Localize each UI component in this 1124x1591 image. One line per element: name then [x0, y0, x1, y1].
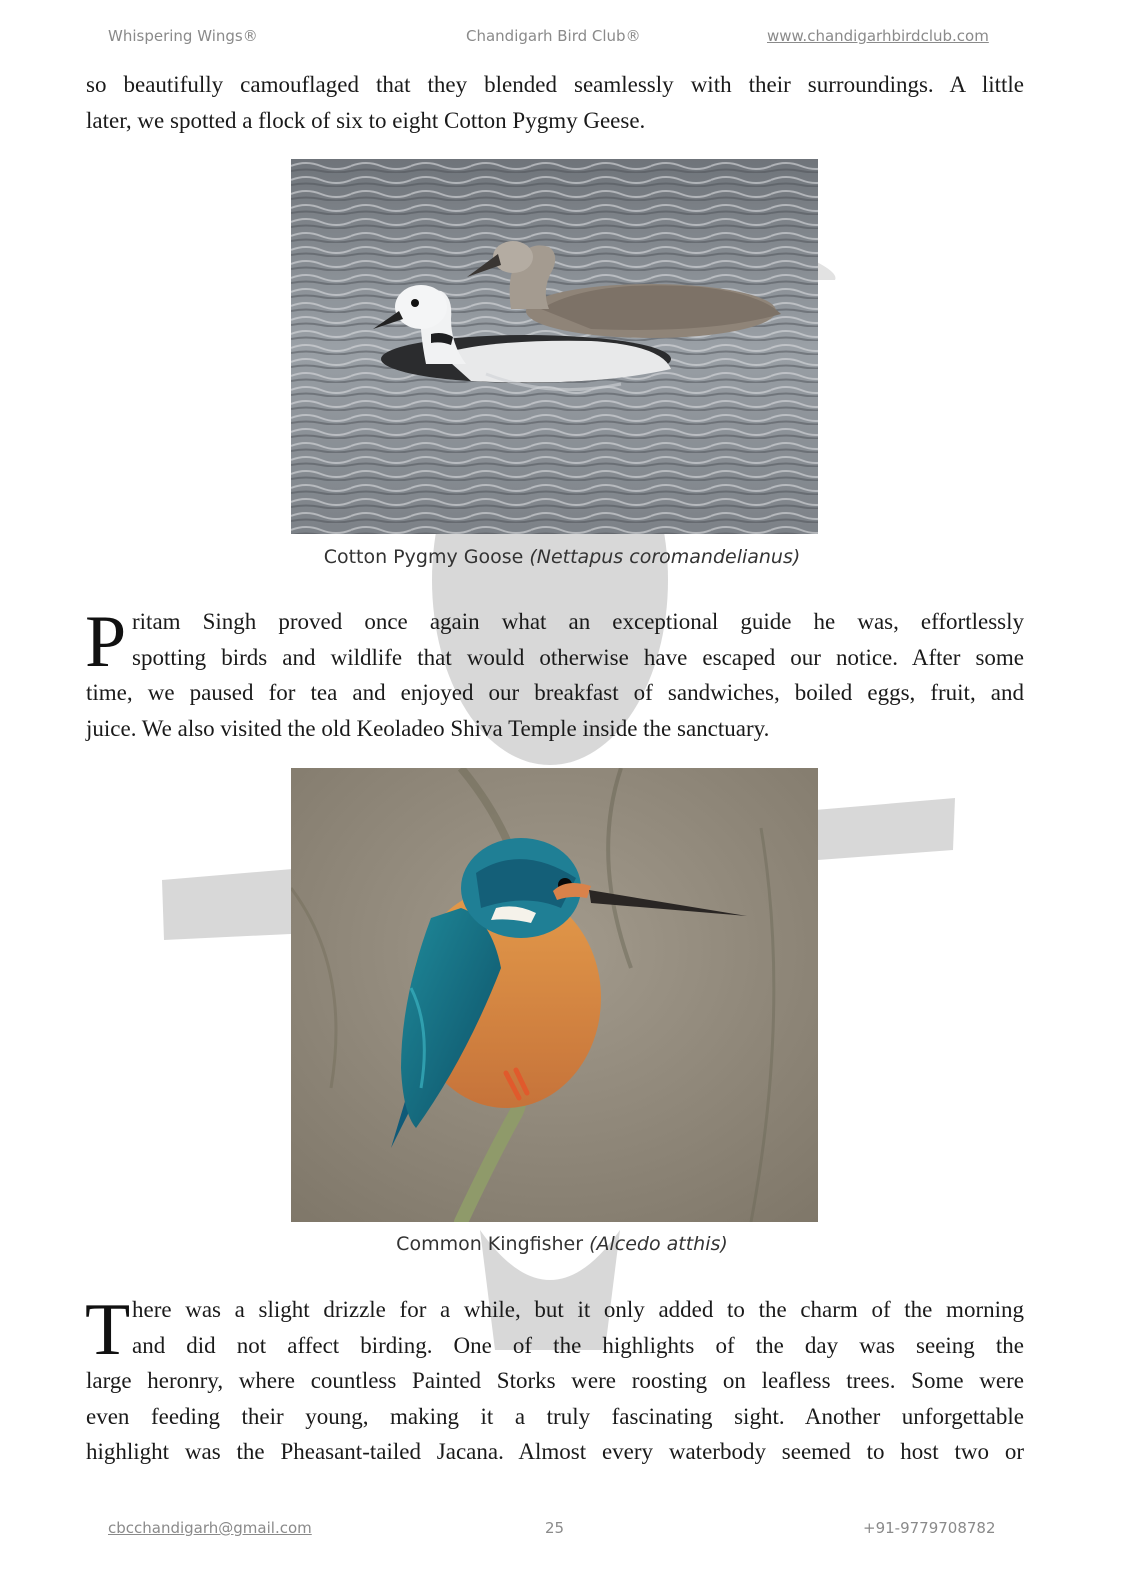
paragraph-line: even feeding their young, making it a truly fascinating sight. Another unforgettable [86, 1403, 1024, 1429]
paragraph-line: large heronry, where countless Painted Storks were roosting on leafless trees. Some were [86, 1368, 1024, 1394]
paragraph-line: here was a slight drizzle for a while, but it only added to the charm of the morning [132, 1297, 1024, 1322]
caption-scientific-name: (Alcedo atthis) [589, 1233, 728, 1255]
footer-email-link[interactable]: cbcchandigarh@gmail.com [108, 1519, 312, 1537]
paragraph-camouflage [86, 67, 1024, 138]
paragraph-guide [85, 601, 1024, 746]
paragraph-heronry [85, 1289, 1024, 1470]
figure-caption [0, 546, 1124, 568]
paragraph-line: time, we paused for tea and enjoyed our breakfast of sandwiches, boiled eggs, fruit, and [86, 680, 1024, 706]
header-title: Whispering Wings® [108, 27, 258, 45]
cotton-pygmy-goose-photo [291, 159, 818, 534]
caption-common-name: Common Kingfisher [396, 1233, 590, 1255]
paragraph-line: ritam Singh proved once again what an exceptional guide he was, effortlessly [132, 609, 1024, 634]
paragraph-line: juice. We also visited the old Keoladeo Shiva Temple inside the sanctuary. [86, 715, 770, 741]
paragraph-line: highlight was the Pheasant-tailed Jacana. Almost every waterbody seemed to host two or [86, 1439, 1024, 1465]
common-kingfisher-photo [291, 768, 818, 1222]
figure-caption [0, 1233, 1124, 1255]
page-number: 25 [545, 1519, 565, 1537]
paragraph-line: spotting birds and wildlife that would otherwise have escaped our notice. After some [132, 644, 1024, 670]
caption-common-name: Cotton Pygmy Goose [323, 546, 530, 568]
drop-cap: T [85, 1289, 131, 1371]
drop-cap: P [85, 601, 127, 683]
paragraph-line: so beautifully camouflaged that they blended seamlessly with their surroundings. A little [86, 72, 1024, 97]
header-club-name: Chandigarh Bird Club® [466, 27, 641, 45]
header-website-link[interactable]: www.chandigarhbirdclub.com [767, 27, 989, 45]
footer-phone: +91-9779708782 [863, 1519, 996, 1537]
paragraph-line: and did not affect birding. One of the highlights of the day was seeing the [132, 1332, 1024, 1358]
caption-scientific-name: (Nettapus coromandelianus) [529, 546, 801, 568]
paragraph-line: later, we spotted a flock of six to eight Cotton Pygmy Geese. [86, 107, 646, 133]
